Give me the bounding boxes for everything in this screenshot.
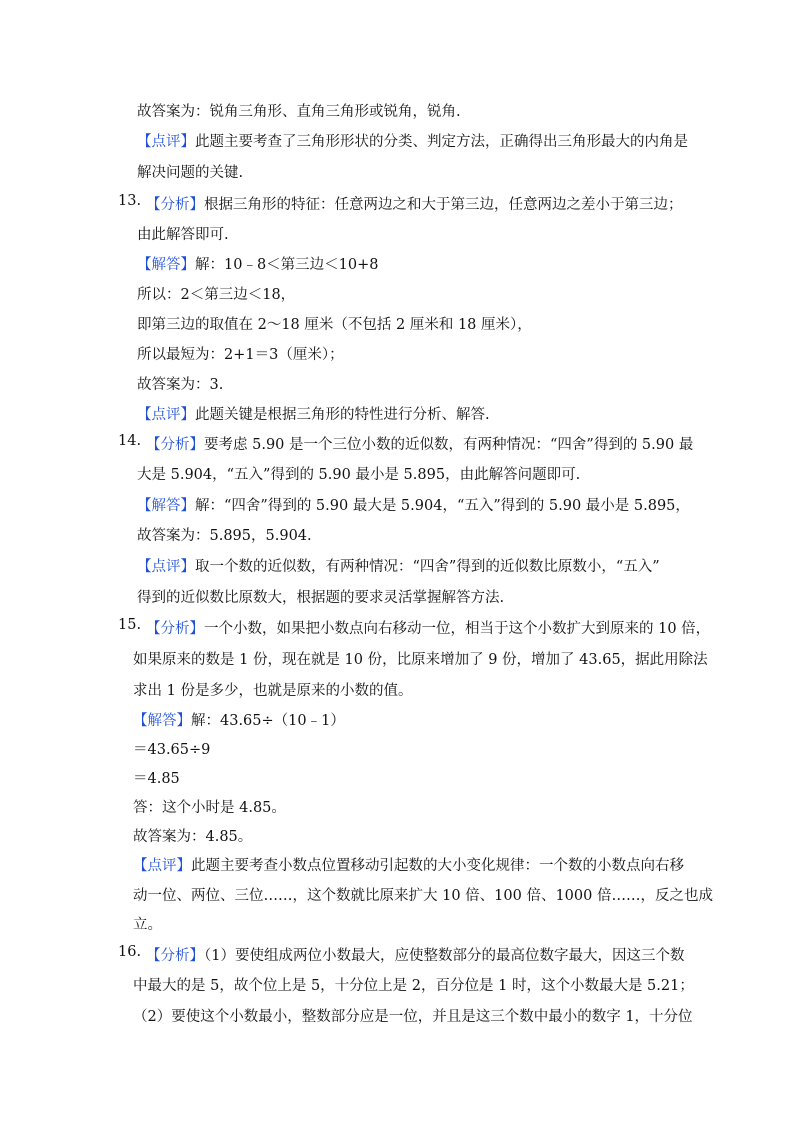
q15-analysis-line-3: 求出 1 份是多少，也就是原来的小数的值。 [133, 683, 413, 699]
comment-text: 取一个数的近似数，有两种情况：“四舍”得到的近似数比原数小，“五入” [195, 559, 660, 575]
question-number: 13. [118, 193, 142, 209]
q14-analysis-line-2: 大是 5.904，“五入”得到的 5.90 最小是 5.895，由此解答问题即可. [137, 467, 581, 483]
question-number: 15. [118, 617, 142, 633]
q13-answer: 故答案为：3. [137, 377, 224, 393]
analysis-tag: 【分析】 [146, 621, 204, 637]
q13-analysis-line-1 [146, 193, 683, 214]
analysis-tag: 【分析】 [146, 948, 204, 964]
q15-comment-line-3: 立。 [133, 917, 162, 933]
comment-text: 此题主要考查了三角形形状的分类、判定方法，正确得出三角形最大的内角是 [195, 134, 688, 150]
q14-comment-line-1 [137, 555, 660, 576]
solution-text: 解：“四舍”得到的 5.90 最大是 5.904，“五入”得到的 5.90 最小是 5.895， [195, 498, 690, 514]
q12-comment-line-1 [137, 130, 688, 151]
q16-analysis-line-1 [146, 944, 684, 965]
analysis-text: 根据三角形的特征：任意两边之和大于第三边，任意两边之差小于第三边； [204, 197, 683, 213]
q13-solution-line-1 [137, 253, 379, 274]
q15-solution-line-4: 答：这个小时是 4.85。 [133, 800, 286, 816]
q16-analysis-line-2: 中最大的是 5，故个位上是 5，十分位上是 2，百分位是 1 时，这个小数最大是 5.21； [133, 978, 694, 994]
q15-solution-line-1 [133, 709, 345, 730]
comment-text: 此题主要考查小数点位置移动引起数的大小变化规律：一个数的小数点向右移 [191, 858, 684, 874]
q13-solution-line-2: 所以：2＜第三边＜18， [137, 287, 296, 303]
q15-comment-line-2: 动一位、两位、三位……，这个数就比原来扩大 10 倍、100 倍、1000 倍……，反之也成 [133, 888, 713, 904]
q14-solution-line-1 [137, 494, 690, 515]
q14-answer: 故答案为：5.895，5.904. [137, 528, 312, 544]
solution-text: 解：43.65÷（10﹣1） [191, 713, 345, 729]
q12-answer: 故答案为：锐角三角形、直角三角形或锐角，锐角. [137, 104, 461, 120]
q15-analysis-line-2: 如果原来的数是 1 份，现在就是 10 份，比原来增加了 9 份，增加了 43.65，据此用除法 [133, 652, 708, 668]
q13-solution-line-3: 即第三边的取值在 2～18 厘米（不包括 2 厘米和 18 厘米）， [137, 317, 532, 333]
comment-tag: 【点评】 [133, 858, 191, 874]
analysis-text: 要考虑 5.90 是一个三位小数的近似数，有两种情况：“四舍”得到的 5.90 最 [204, 437, 694, 453]
comment-text: 此题关键是根据三角形的特性进行分析、解答. [195, 407, 490, 423]
q12-comment-line-2: 解决问题的关键. [137, 165, 244, 181]
question-number: 16. [118, 944, 142, 960]
comment-tag: 【点评】 [137, 559, 195, 575]
solution-tag: 【解答】 [137, 498, 195, 514]
solution-text: 解：10﹣8＜第三边＜10+8 [195, 257, 379, 273]
q15-comment-line-1 [133, 854, 684, 875]
analysis-text: （1）要使组成两位小数最大，应使整数部分的最高位数字最大，因这三个数 [204, 948, 685, 964]
q14-comment-line-2: 得到的近似数比原数大，根据题的要求灵活掌握解答方法. [137, 590, 505, 606]
analysis-text: 一个小数，如果把小数点向右移动一位，相当于这个小数扩大到原来的 10 倍， [204, 621, 711, 637]
solution-tag: 【解答】 [137, 257, 195, 273]
solution-tag: 【解答】 [133, 713, 191, 729]
q15-answer: 故答案为：4.85。 [133, 829, 253, 845]
q15-solution-line-2: ＝43.65÷9 [133, 742, 211, 758]
question-number: 14. [118, 433, 142, 449]
q13-analysis-line-2: 由此解答即可. [137, 227, 229, 243]
analysis-tag: 【分析】 [146, 197, 204, 213]
q13-solution-line-4: 所以最短为：2+1＝3（厘米）； [137, 347, 344, 363]
comment-tag: 【点评】 [137, 134, 195, 150]
q16-analysis-line-3: （2）要使这个小数最小，整数部分应是一位，并且是这三个数中最小的数字 1，十分位 [133, 1009, 693, 1025]
q15-solution-line-3: ＝4.85 [133, 771, 180, 787]
analysis-tag: 【分析】 [146, 437, 204, 453]
q15-analysis-line-1 [146, 617, 710, 638]
q13-comment-line-1 [137, 403, 490, 424]
comment-tag: 【点评】 [137, 407, 195, 423]
q14-analysis-line-1 [146, 433, 693, 454]
